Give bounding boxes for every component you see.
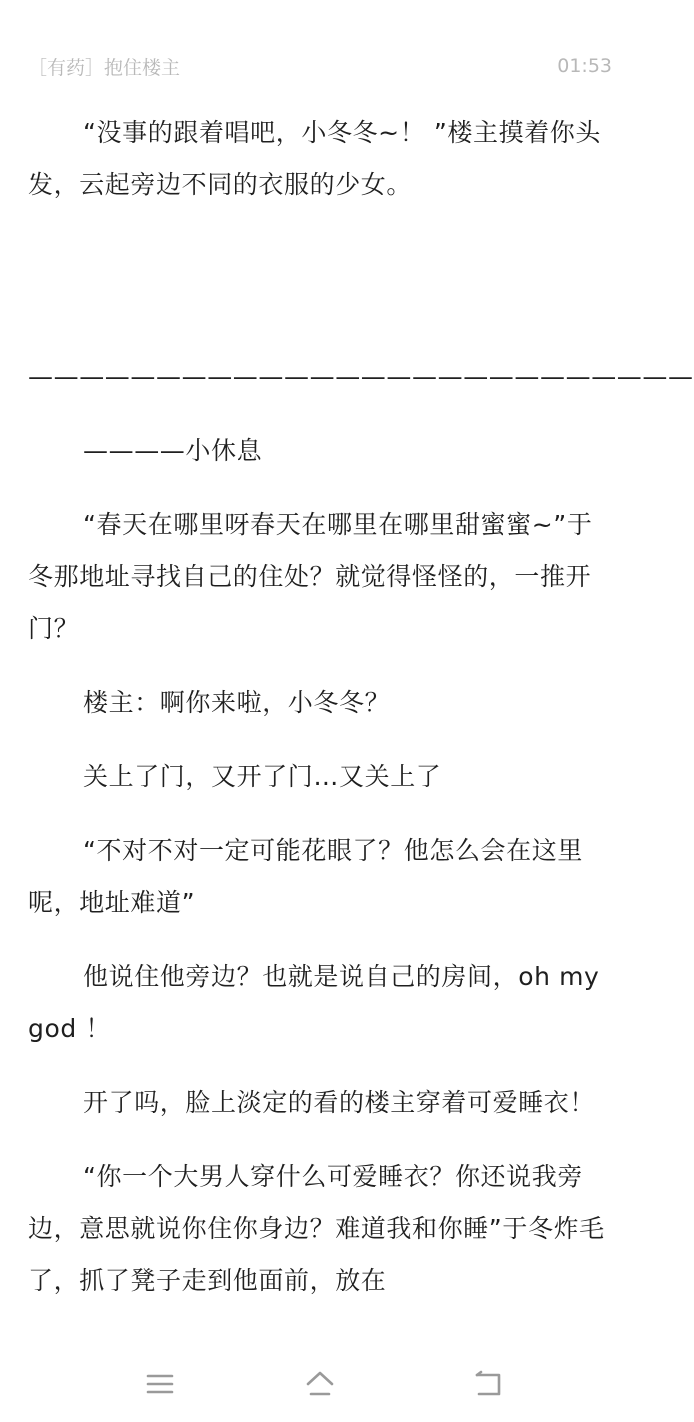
menu-icon bbox=[145, 1369, 175, 1399]
home-icon bbox=[305, 1369, 335, 1399]
paragraph: 开了吗，脸上淡定的看的楼主穿着可爱睡衣！ bbox=[83, 1088, 596, 1117]
back-icon bbox=[473, 1369, 503, 1399]
book-title: ［有药］抱住楼主 bbox=[28, 56, 181, 79]
section-divider: —————————————————————————— bbox=[28, 362, 694, 391]
paragraph: 关上了门，又开了门…又关上了 bbox=[83, 762, 442, 791]
back-button[interactable] bbox=[468, 1364, 508, 1404]
navigation-bar bbox=[0, 1352, 640, 1422]
home-button[interactable] bbox=[300, 1364, 340, 1404]
menu-button[interactable] bbox=[140, 1364, 180, 1404]
paragraph: 他说住他旁边？也就是说自己的房间，oh my god ！ bbox=[28, 962, 600, 1043]
status-bar bbox=[28, 50, 612, 82]
paragraph: 楼主：啊你来啦，小冬冬？ bbox=[83, 688, 391, 717]
clock-time: 01:53 bbox=[557, 55, 612, 77]
paragraph: “你一个大男人穿什么可爱睡衣？你还说我旁边，意思就说你住你身边？难道我和你睡”于冬炸毛了，抓了凳子走到他面前，放在 bbox=[28, 1162, 605, 1295]
paragraph: “不对不对一定可能花眼了？他怎么会在这里呢，地址难道” bbox=[28, 836, 583, 917]
section-heading: ————小休息 bbox=[83, 436, 263, 465]
reader-content[interactable] bbox=[28, 107, 694, 1352]
paragraph: “春天在哪里呀春天在哪里在哪里甜蜜蜜~”于冬那地址寻找自己的住处？就觉得怪怪的，一推开门？ bbox=[28, 510, 593, 643]
paragraph: “没事的跟着唱吧，小冬冬~！ ”楼主摸着你头发，云起旁边不同的衣服的少女。 bbox=[28, 118, 601, 199]
